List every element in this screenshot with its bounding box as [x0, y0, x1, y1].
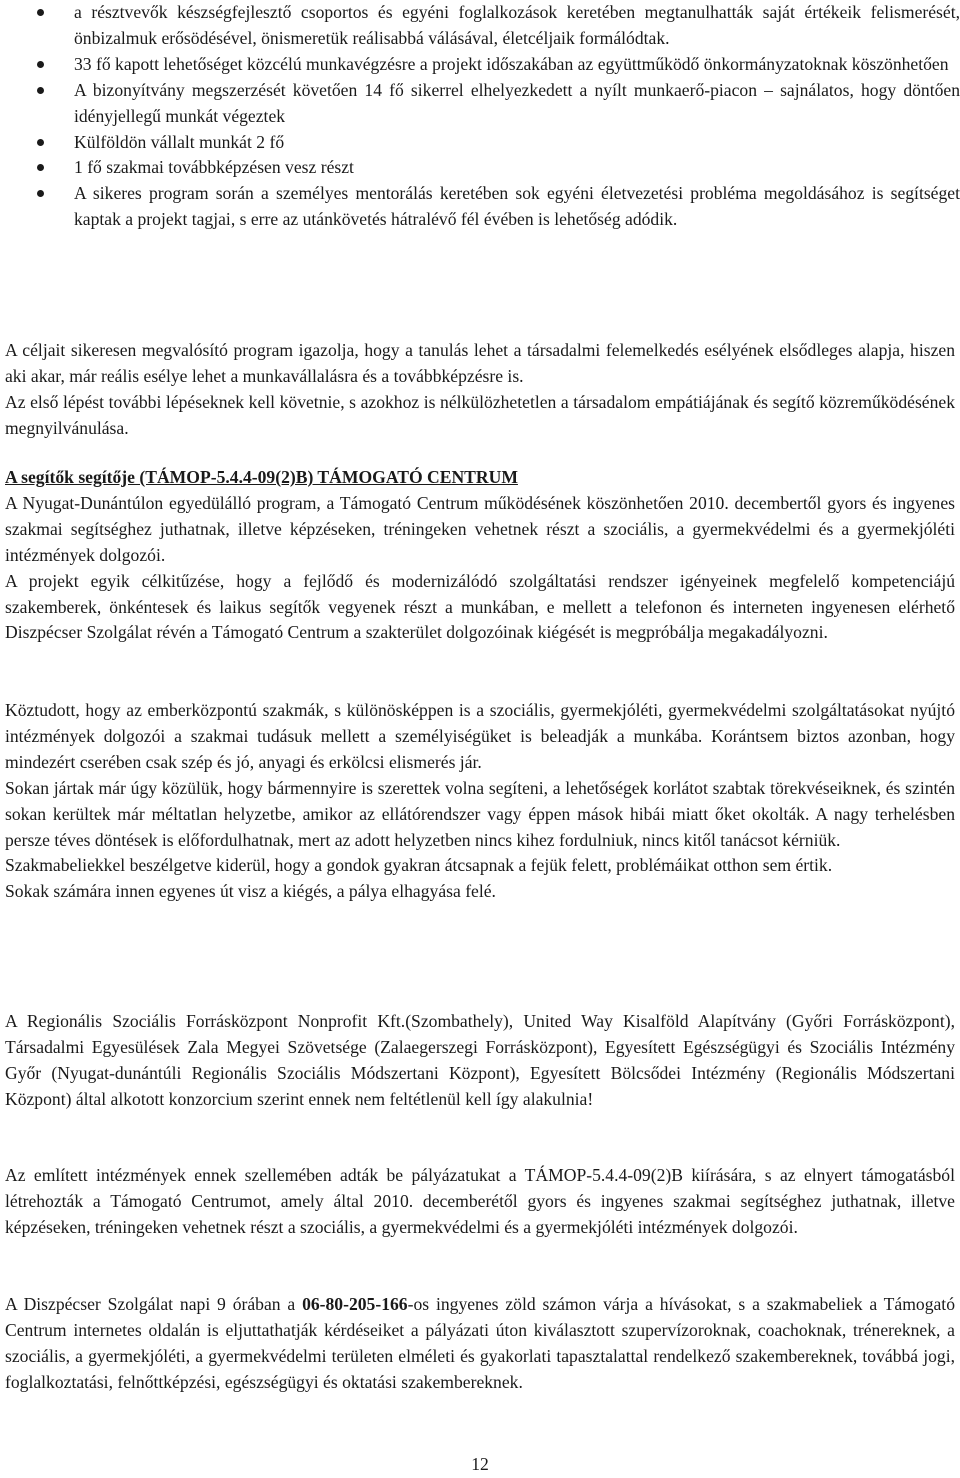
bullet-text: a résztvevők készségfejlesztő csoportos és egyéni foglalkozások keretében megtanulhatták saját értékeik felismerését, önbizalmuk erősödésével, önismeretük reálisabbá válásával, életcéljaik formálódtak.	[74, 2, 960, 48]
bullet-item	[0, 0, 960, 52]
bullet-text: Külföldön vállalt munkát 2 fő	[74, 131, 285, 152]
bullet-text: A bizonyítvány megszerzését követően 14 fő sikerrel elhelyezkedett a nyílt munkaerő-piacon – sajnálatos, hogy döntően idényjellegű munkát végeztek	[74, 79, 960, 126]
body-paragraph: Sokan jártak már úgy közülük, hogy bármennyire is szerettek volna segíteni, a lehetőségek korlátot szabtak törekvéseiknek, és szintén sokan kerültek már méltatlan helyzetbe, amikor az ellátórendszer vagy éppen mások hibái miatt őket okolták. A nagy terhelésben persze téves döntések is előfordulhatnak, mert az adott helyzetben nincs kihez fordulniuk, nincs kitől tanácsot kérniük.	[5, 777, 955, 850]
section-heading: A segítők segítője (TÁMOP-5.4.4-09(2)B) TÁMOGATÓ CENTRUM	[5, 467, 518, 487]
bullet-icon	[37, 61, 44, 68]
bullet-item	[0, 181, 960, 233]
application-paragraph-block	[5, 1163, 955, 1241]
bullet-icon	[37, 87, 44, 94]
body-paragraph: Köztudott, hogy az emberközpontú szakmák, s különösképpen is a szociális, gyermekjóléti, gyermekvédelmi szolgáltatásokat nyújtó intézmények dolgozói a szakmai tudásuk mellett a személyiségüket is beleadják a munkába. Korántsem biztos azonban, hogy mindezért cserében csak szép és jó, anyagi és erkölcsi elismerés jár.	[5, 700, 955, 772]
bullet-icon	[37, 190, 44, 197]
bullet-item	[0, 155, 960, 181]
bullet-item	[0, 52, 960, 78]
conclusion-paragraph: A céljait sikeresen megvalósító program igazolja, hogy a tanulás lehet a társadalmi felemelkedés esélyének elsődleges alapja, hiszen aki akar, már reális esélye lehet a munkavállalásra és a továbbképzésre is.	[5, 340, 955, 386]
dispatcher-paragraph-block	[5, 1292, 955, 1396]
body-paragraph: Sokak számára innen egyenes út visz a kiégés, a pálya elhagyása felé.	[5, 881, 496, 902]
conclusion-section	[5, 338, 955, 442]
bullet-icon	[37, 164, 44, 171]
consortium-paragraph: A Regionális Szociális Forrásközpont Nonprofit Kft.(Szombathely), United Way Kisalföld Alapítvány (Győri Forrásközpont), Társadalmi Egyesülések Zala Megyei Szövetsége (Zalaegerszegi Forrásközpont), Egyesített Egészségügyi és Szociális Intézmény Győr (Nyugat-dunántúli Regionális Szociális Módszertani Központ), Egyesített Bölcsődei Intézmény (Regionális Módszertani Központ) által alkotott konzorcium szerint ennek nem feltétlenül kell így alakulnia!	[5, 1011, 955, 1109]
support-center-section	[5, 465, 955, 646]
body-paragraph: Szakmabeliekkel beszélgetve kiderül, hogy a gondok gyakran átcsapnak a fejük felett, problémáikat otthon sem értik.	[5, 855, 833, 876]
consortium-paragraph-block	[5, 1009, 955, 1113]
bullet-icon	[37, 9, 44, 16]
application-paragraph: Az említett intézmények ennek szellemében adták be pályázatukat a TÁMOP-5.4.4-09(2)B kiírására, s az elnyert támogatásból létrehozták a Támogató Centrumot, amely által 2010. decemberétől gyors és ingyenes szakmai segítséghez juthatnak, illetve képzéseken, tréningeken vehetnek részt a szociális, a gyermekvédelmi és a gyermekjóléti intézmények dolgozói.	[5, 1165, 955, 1237]
results-bullet-list	[0, 0, 960, 233]
bullet-item	[0, 78, 960, 130]
dispatcher-paragraph	[5, 1292, 955, 1396]
phone-number: 06-80-205-166	[302, 1294, 408, 1314]
conclusion-paragraph: Az első lépést további lépéseknek kell követnie, s azokhoz is nélkülözhetetlen a társadalom empátiájának és segítő közreműködésének megnyilvánulása.	[5, 391, 955, 438]
bullet-icon	[37, 139, 44, 146]
bullet-text: 33 fő kapott lehetőséget közcélú munkavégzésre a projekt időszakában az együttműködő önkormányzatoknak köszönhetően	[74, 53, 949, 74]
burnout-section	[5, 698, 955, 905]
dispatcher-text-start: A Diszpécser Szolgálat napi 9 órában a	[5, 1294, 303, 1314]
page-number: 12	[471, 1454, 489, 1474]
bullet-item	[0, 130, 960, 156]
dispatcher-text-end: -os ingyenes zöld számon várja a hívásokat, s a szakmabeliek a Támogató Centrum internetes oldalán is eljuttathatják kérdéseiket a pályázati úton kiválasztott szupervízoroknak, coachoknak, trénereknek, a szociális, a gyermekjóléti, a gyermekvédelmi területen elméleti és gyakorlati tapasztalattal rendelkező szakembereknek, továbbá jogi, foglalkoztatási, felnőttképzési, egészségügyi és oktatási szakembereknek.	[5, 1294, 955, 1392]
body-paragraph: A projekt egyik célkitűzése, hogy a fejlődő és modernizálódó szolgáltatási rendszer igényeinek megfelelő kompetenciájú szakemberek, önkéntesek és laikus segítők vegyenek részt a munkában, e mellett a telefonon és interneten ingyenesen elérhető Diszpécser Szolgálat révén a Támogató Centrum a szakterület dolgozóinak kiégését is megpróbálja megakadályozni.	[5, 570, 955, 643]
body-paragraph: A Nyugat-Dunántúlon egyedülálló program, a Támogató Centrum működésének köszönhetően 2010. decembertől gyors és ingyenes szakmai segítséghez juthatnak, illetve képzéseken, tréningeken vehetnek részt a szociális, a gyermekvédelmi és a gyermekjóléti intézmények dolgozói.	[5, 492, 955, 565]
bullet-text: A sikeres program során a személyes mentorálás keretében sok egyéni életvezetési probléma megoldásához is segítséget kaptak a projekt tagjai, s erre az utánkövetés hátralévő fél évében is lehetőség adódik.	[74, 183, 960, 230]
bullet-text: 1 fő szakmai továbbképzésen vesz részt	[74, 157, 354, 178]
